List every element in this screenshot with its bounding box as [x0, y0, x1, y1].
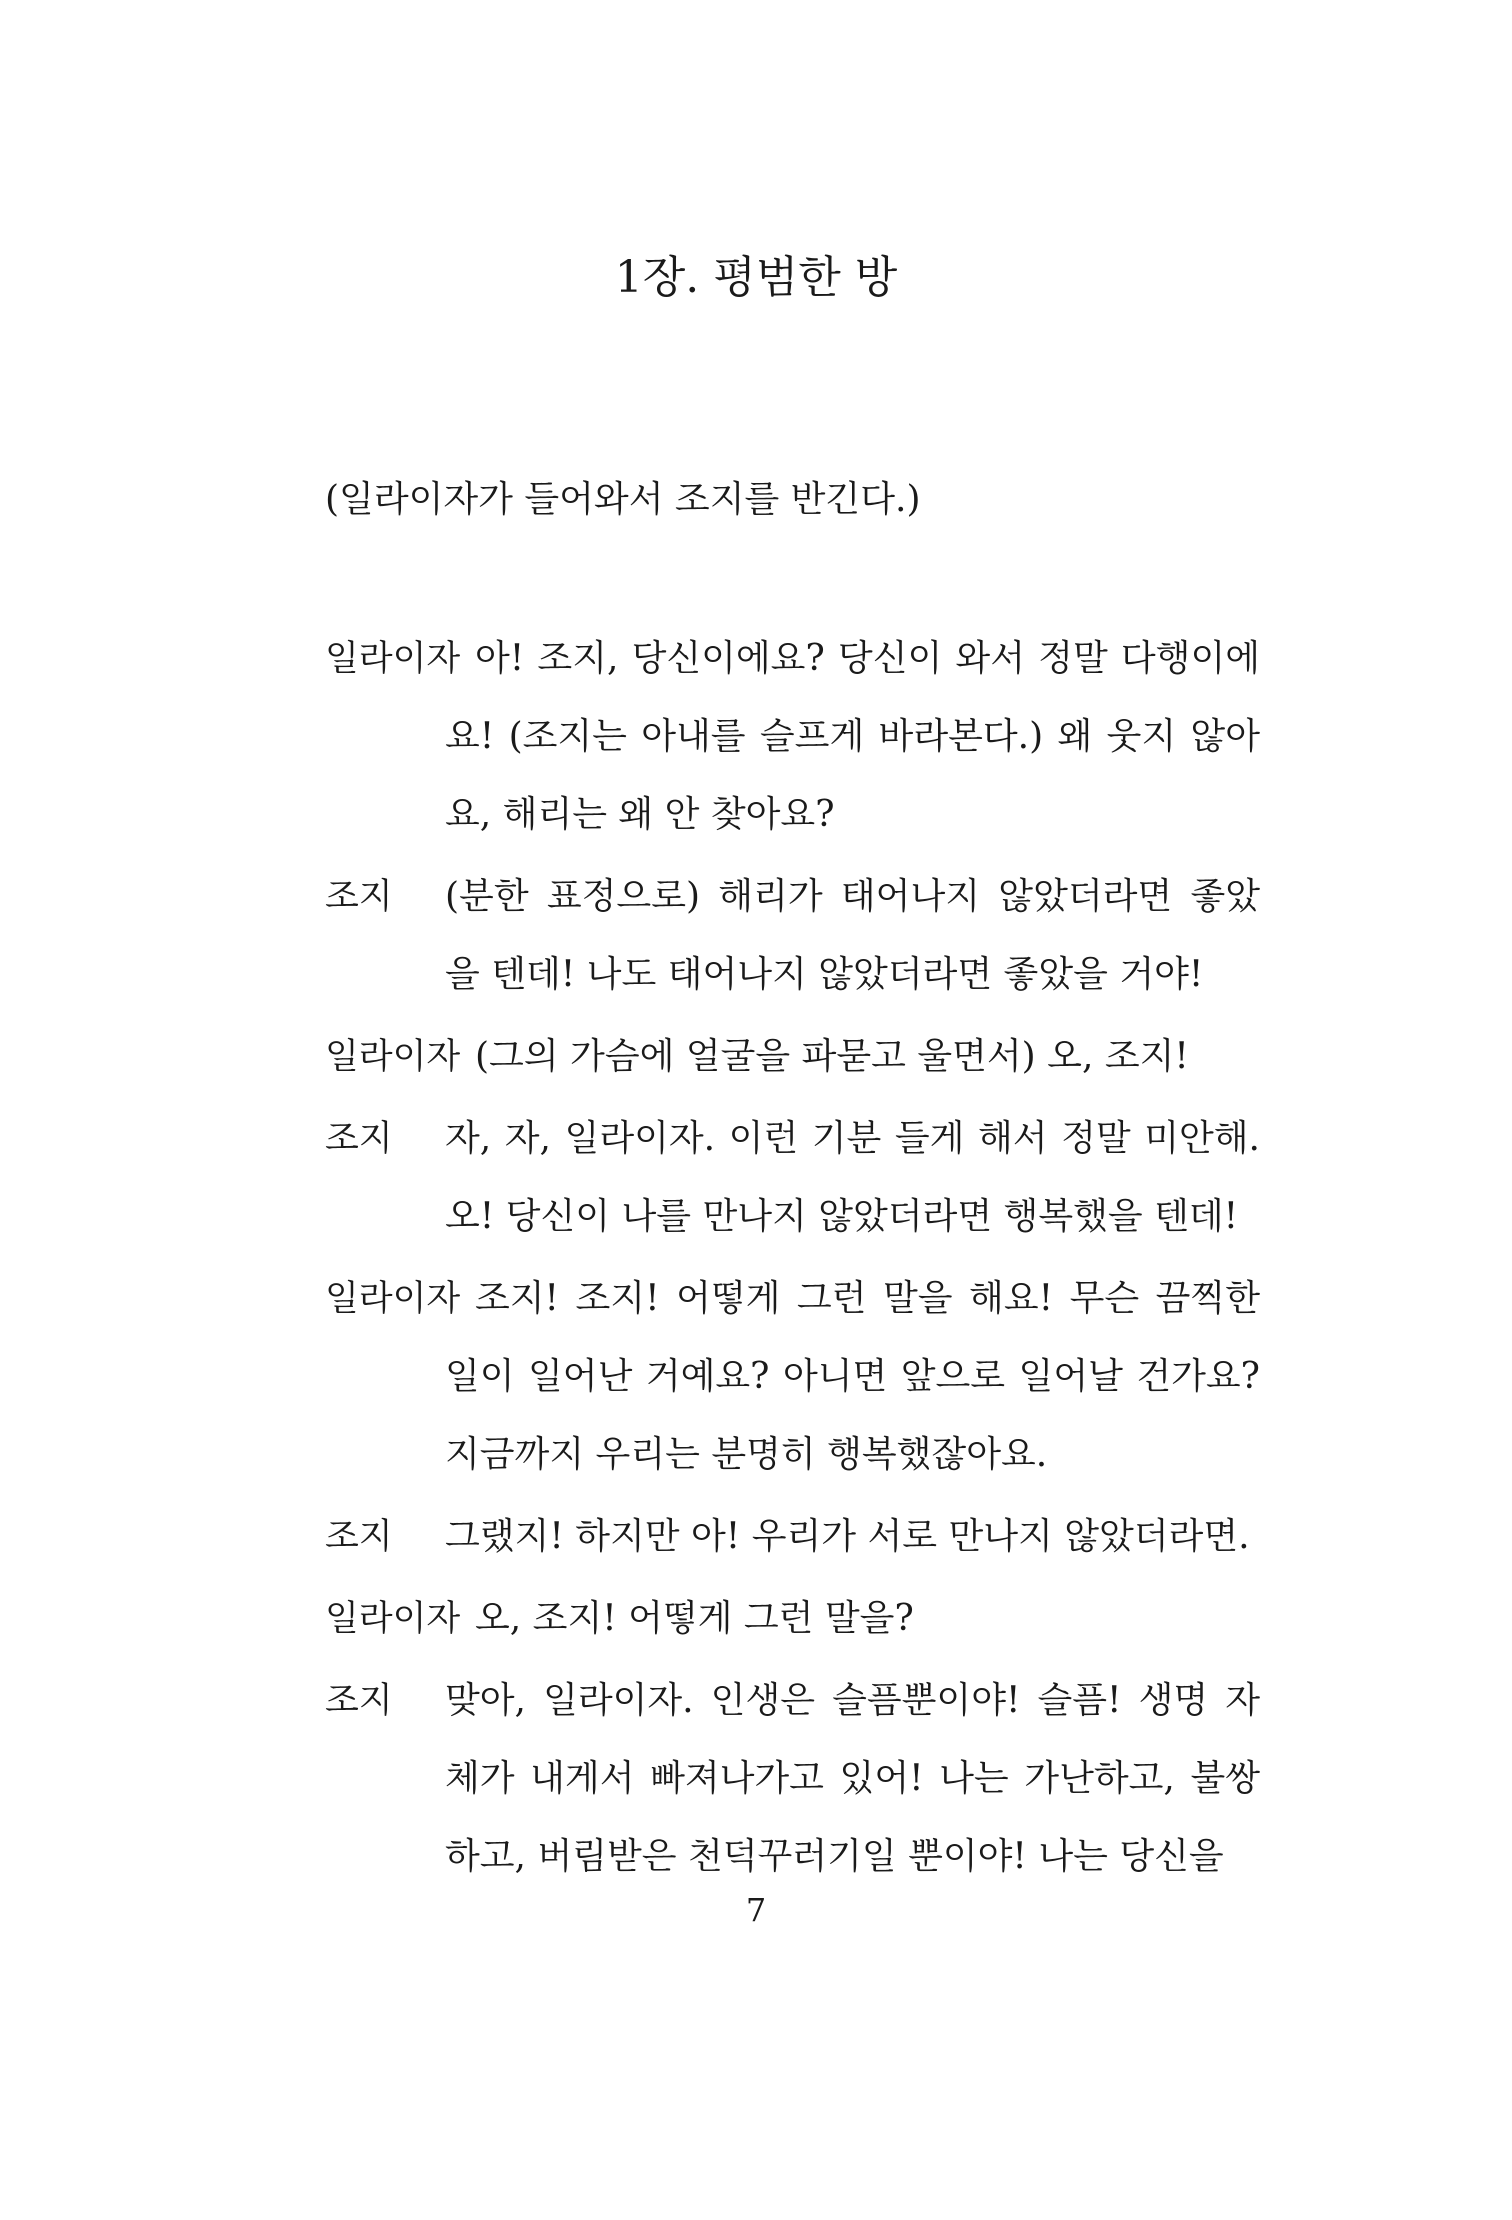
speaker-name: 조지: [325, 877, 393, 917]
dialogue-block: [325, 620, 1260, 1900]
speaker-name: 일라이자: [325, 639, 461, 679]
speaker-name: 일라이자: [325, 1599, 461, 1639]
speaker-name: 조지: [325, 1119, 393, 1159]
speech-text: 조지! 조지! 어떻게 그런 말을 해요! 무슨 끔찍한 일이 일어난 거예요? 아니면 앞으로 일어날 건가요? 지금까지 우리는 분명히 행복했잖아요.: [445, 1278, 1260, 1475]
dialogue-line: [325, 1662, 1260, 1896]
speaker-name: 일라이자: [325, 1279, 461, 1319]
dialogue-line: [325, 1100, 1260, 1256]
page-number: 7: [745, 1891, 767, 1929]
dialogue-line: [325, 620, 1260, 854]
dialogue-line: [325, 858, 1260, 1014]
chapter-title: 1장. 평범한 방: [614, 252, 898, 303]
dialogue-line: [325, 1498, 1260, 1576]
dialogue-line: [325, 1260, 1260, 1494]
speech-text: 아! 조지, 당신이에요? 당신이 와서 정말 다행이에요! (조지는 아내를 슬프게 바라본다.) 왜 웃지 않아요, 해리는 왜 안 찾아요?: [445, 638, 1260, 835]
speaker-name: 조지: [325, 1681, 393, 1721]
dialogue-line: [325, 1018, 1260, 1096]
speaker-name: 조지: [325, 1517, 393, 1557]
speech-text: (그의 가슴에 얼굴을 파묻고 울면서) 오, 조지!: [475, 1036, 1189, 1077]
speech-text: 오, 조지! 어떻게 그런 말을?: [475, 1598, 914, 1639]
opening-stage-direction: (일라이자가 들어와서 조지를 반긴다.): [325, 479, 921, 520]
speaker-name: 일라이자: [325, 1037, 461, 1077]
speech-text: (분한 표정으로) 해리가 태어나지 않았더라면 좋았을 텐데! 나도 태어나지 않았더라면 좋았을 거야!: [445, 876, 1260, 995]
speech-text: 그랬지! 하지만 아! 우리가 서로 만나지 않았더라면.: [445, 1516, 1250, 1557]
speech-text: 자, 자, 일라이자. 이런 기분 들게 해서 정말 미안해. 오! 당신이 나를 만나지 않았더라면 행복했을 텐데!: [445, 1118, 1260, 1237]
speech-text: 맞아, 일라이자. 인생은 슬픔뿐이야! 슬픔! 생명 자체가 내게서 빠져나가고 있어! 나는 가난하고, 불쌍하고, 버림받은 천덕꾸러기일 뿐이야! 나는 당신을: [445, 1680, 1260, 1877]
dialogue-line: [325, 1580, 1260, 1658]
